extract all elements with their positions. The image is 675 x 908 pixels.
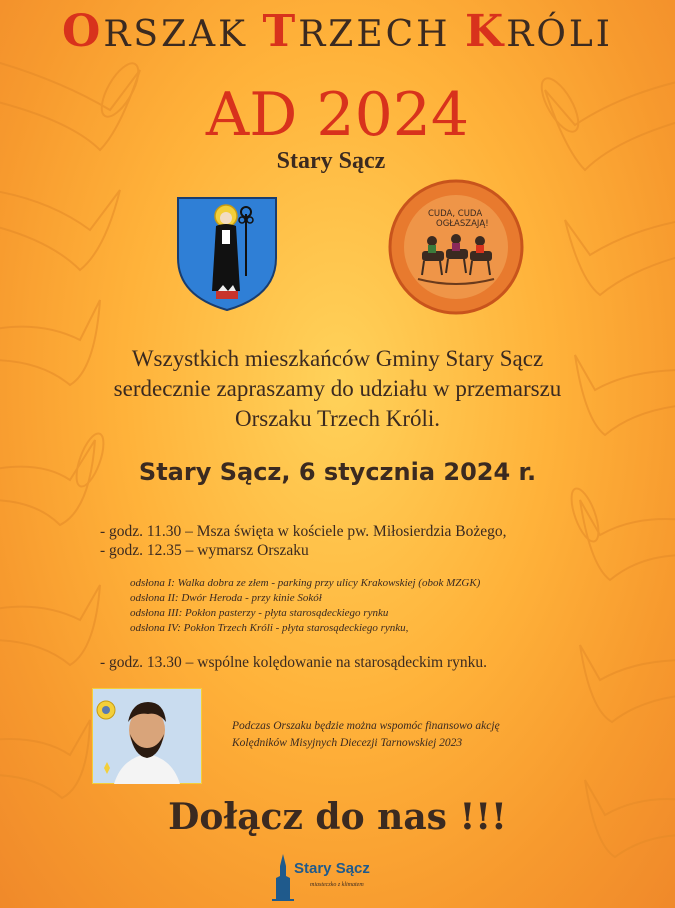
- coat-of-arms-icon: [176, 196, 278, 312]
- logo-line-1: CUDA, CUDA: [428, 209, 483, 219]
- town-name: Stary Sącz: [276, 148, 386, 174]
- church-tower-icon: [272, 852, 294, 902]
- stage-item: odsłona IV: Pokłon Trzech Króli - płyta starosądeckiego rynku,: [130, 622, 409, 634]
- schedule-item-closing: - godz. 13.30 – wspólne kolędowanie na starosądeckim rynku.: [100, 654, 487, 671]
- charity-line-1: Podczas Orszaku będzie można wspomóc finansowo akcję: [232, 720, 500, 732]
- stage-item: odsłona III: Pokłon pasterzy - płyta starosądeckiego rynku: [130, 607, 389, 619]
- call-to-action: Dołącz do nas !!!: [168, 796, 507, 838]
- stage-item: odsłona I: Walka dobra ze złem - parking przy ulicy Krakowskiej (obok MZGK): [130, 577, 481, 589]
- invitation-line-1: Wszystkich mieszkańców Gminy Stary Sącz: [131, 346, 544, 371]
- logo-line-2: OGŁASZAJĄ!: [436, 219, 489, 229]
- title-word-2: TRZECH: [262, 6, 465, 57]
- event-date: Stary Sącz, 6 stycznia 2024 r.: [138, 458, 537, 486]
- three-kings-logo: [388, 179, 524, 315]
- title-word-1: ORSZAK: [62, 6, 263, 57]
- footer-logo-name: Stary Sącz: [294, 860, 370, 877]
- missionary-portrait: [92, 688, 202, 784]
- schedule-item: - godz. 12.35 – wymarsz Orszaku: [100, 542, 309, 559]
- charity-line-2: Kolędników Misyjnych Diecezji Tarnowskiej 2023: [232, 737, 463, 749]
- footer-logo: [272, 852, 392, 902]
- event-year: AD 2024: [205, 80, 470, 150]
- charity-note: [232, 718, 532, 752]
- invitation-line-3: Orszaku Trzech Króli.: [234, 406, 441, 431]
- invitation-line-2: serdecznie zapraszamy do udziału w przemarszu: [113, 376, 562, 401]
- title-word-3: KRÓLI: [464, 6, 613, 57]
- logo-text: [428, 209, 508, 229]
- schedule-item: - godz. 11.30 – Msza święta w kościele pw. Miłosierdzia Bożego,: [100, 523, 507, 540]
- event-title: [0, 6, 675, 57]
- stage-item: odsłona II: Dwór Heroda - przy kinie Sokół: [130, 592, 322, 604]
- three-kings-icon: [388, 179, 524, 315]
- invitation-text: [0, 344, 675, 434]
- footer-tagline: miasteczko z klimatem: [310, 882, 364, 888]
